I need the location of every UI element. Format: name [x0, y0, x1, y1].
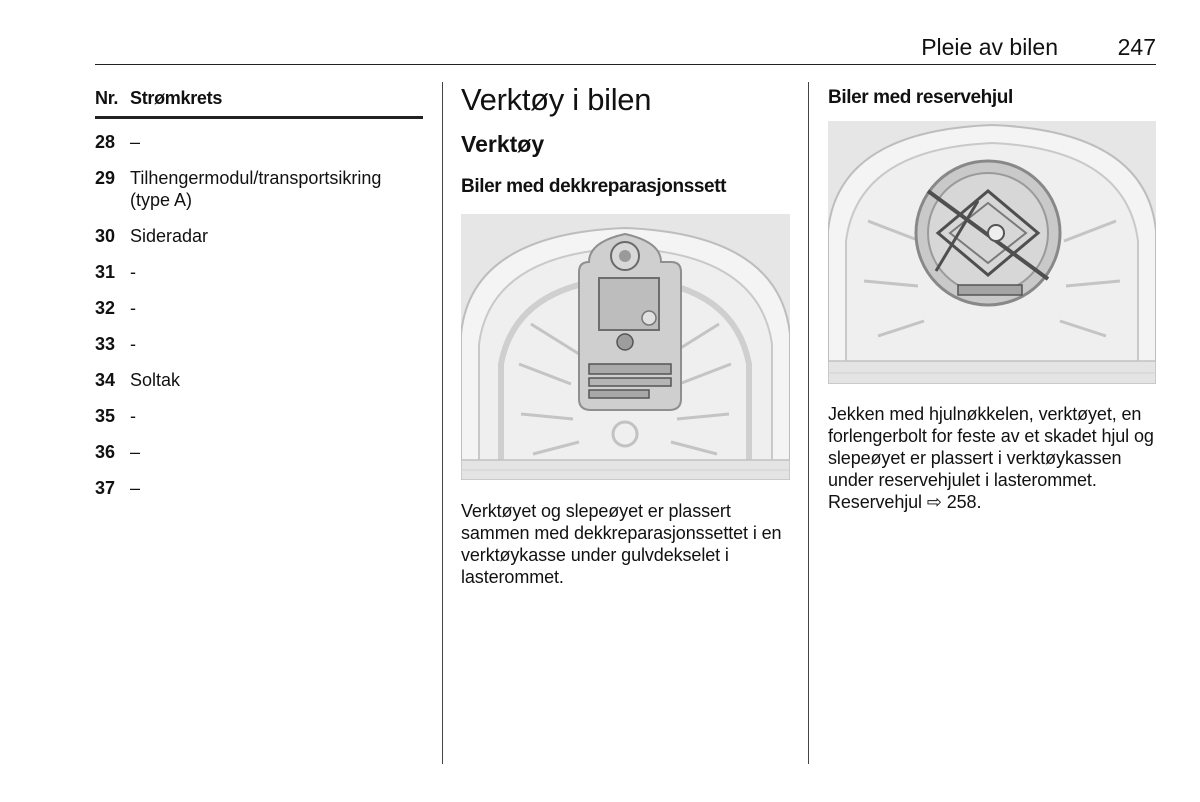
table-header — [95, 88, 423, 119]
column-header-nr: Nr. — [95, 88, 119, 108]
row-circuit: - — [130, 298, 136, 318]
section-title: Pleie av bilen — [921, 34, 1058, 60]
row-circuit: - — [130, 406, 136, 426]
row-number: 31 — [95, 262, 116, 282]
fuse-table — [95, 88, 423, 499]
table-row — [95, 405, 423, 427]
spare-wheel-description: Jekken med hjulnøkkelen, verktøyet, en forlengerbolt for feste av et skadet hjul og slepeøyet er plassert i verktøykassen under reservehjulet i lasterommet. Reservehjul ⇨ 258. — [828, 404, 1154, 512]
section-heading: Verktøy i bilen — [461, 82, 652, 117]
table-row — [95, 131, 423, 153]
row-circuit: – — [130, 442, 141, 462]
row-number: 29 — [95, 168, 116, 188]
table-row — [95, 225, 423, 247]
table-row — [95, 261, 423, 283]
table-row — [95, 441, 423, 463]
row-number: 36 — [95, 442, 116, 462]
table-row — [95, 297, 423, 319]
row-number: 30 — [95, 226, 116, 246]
spare-wheel-section — [828, 82, 1158, 109]
spare-wheel-illustration — [828, 121, 1156, 384]
subsection-heading: Verktøy — [461, 131, 545, 157]
repair-kit-heading: Biler med dekkreparasjonssett — [461, 176, 727, 197]
row-circuit: – — [130, 478, 141, 498]
repair-kit-description: Verktøyet og slepeøyet er plassert sammen med dekkreparasjonssettet i en verktøykasse under gulvdekselet i lasterommet. — [461, 501, 782, 587]
column-divider — [442, 82, 443, 764]
row-number: 34 — [95, 370, 116, 390]
column-divider — [808, 82, 809, 764]
table-row — [95, 369, 423, 391]
page-header — [95, 34, 1156, 65]
row-number: 33 — [95, 334, 116, 354]
spare-wheel-heading: Biler med reservehjul — [828, 87, 1013, 108]
row-circuit: – — [130, 132, 141, 152]
table-row — [95, 477, 423, 499]
row-number: 32 — [95, 298, 116, 318]
row-circuit: Soltak — [130, 370, 181, 390]
row-circuit: - — [130, 334, 136, 354]
page-number: 247 — [1117, 34, 1156, 60]
column-header-circuit: Strømkrets — [130, 88, 223, 108]
row-number: 37 — [95, 478, 116, 498]
tools-section — [461, 82, 791, 198]
row-number: 28 — [95, 132, 116, 152]
row-circuit: - — [130, 262, 136, 282]
row-circuit: Tilhengermodul/transportsikring (type A) — [130, 168, 382, 210]
row-circuit: Sideradar — [130, 226, 209, 246]
table-row — [95, 167, 423, 211]
row-number: 35 — [95, 406, 116, 426]
table-row — [95, 333, 423, 355]
repair-kit-illustration — [461, 214, 790, 480]
